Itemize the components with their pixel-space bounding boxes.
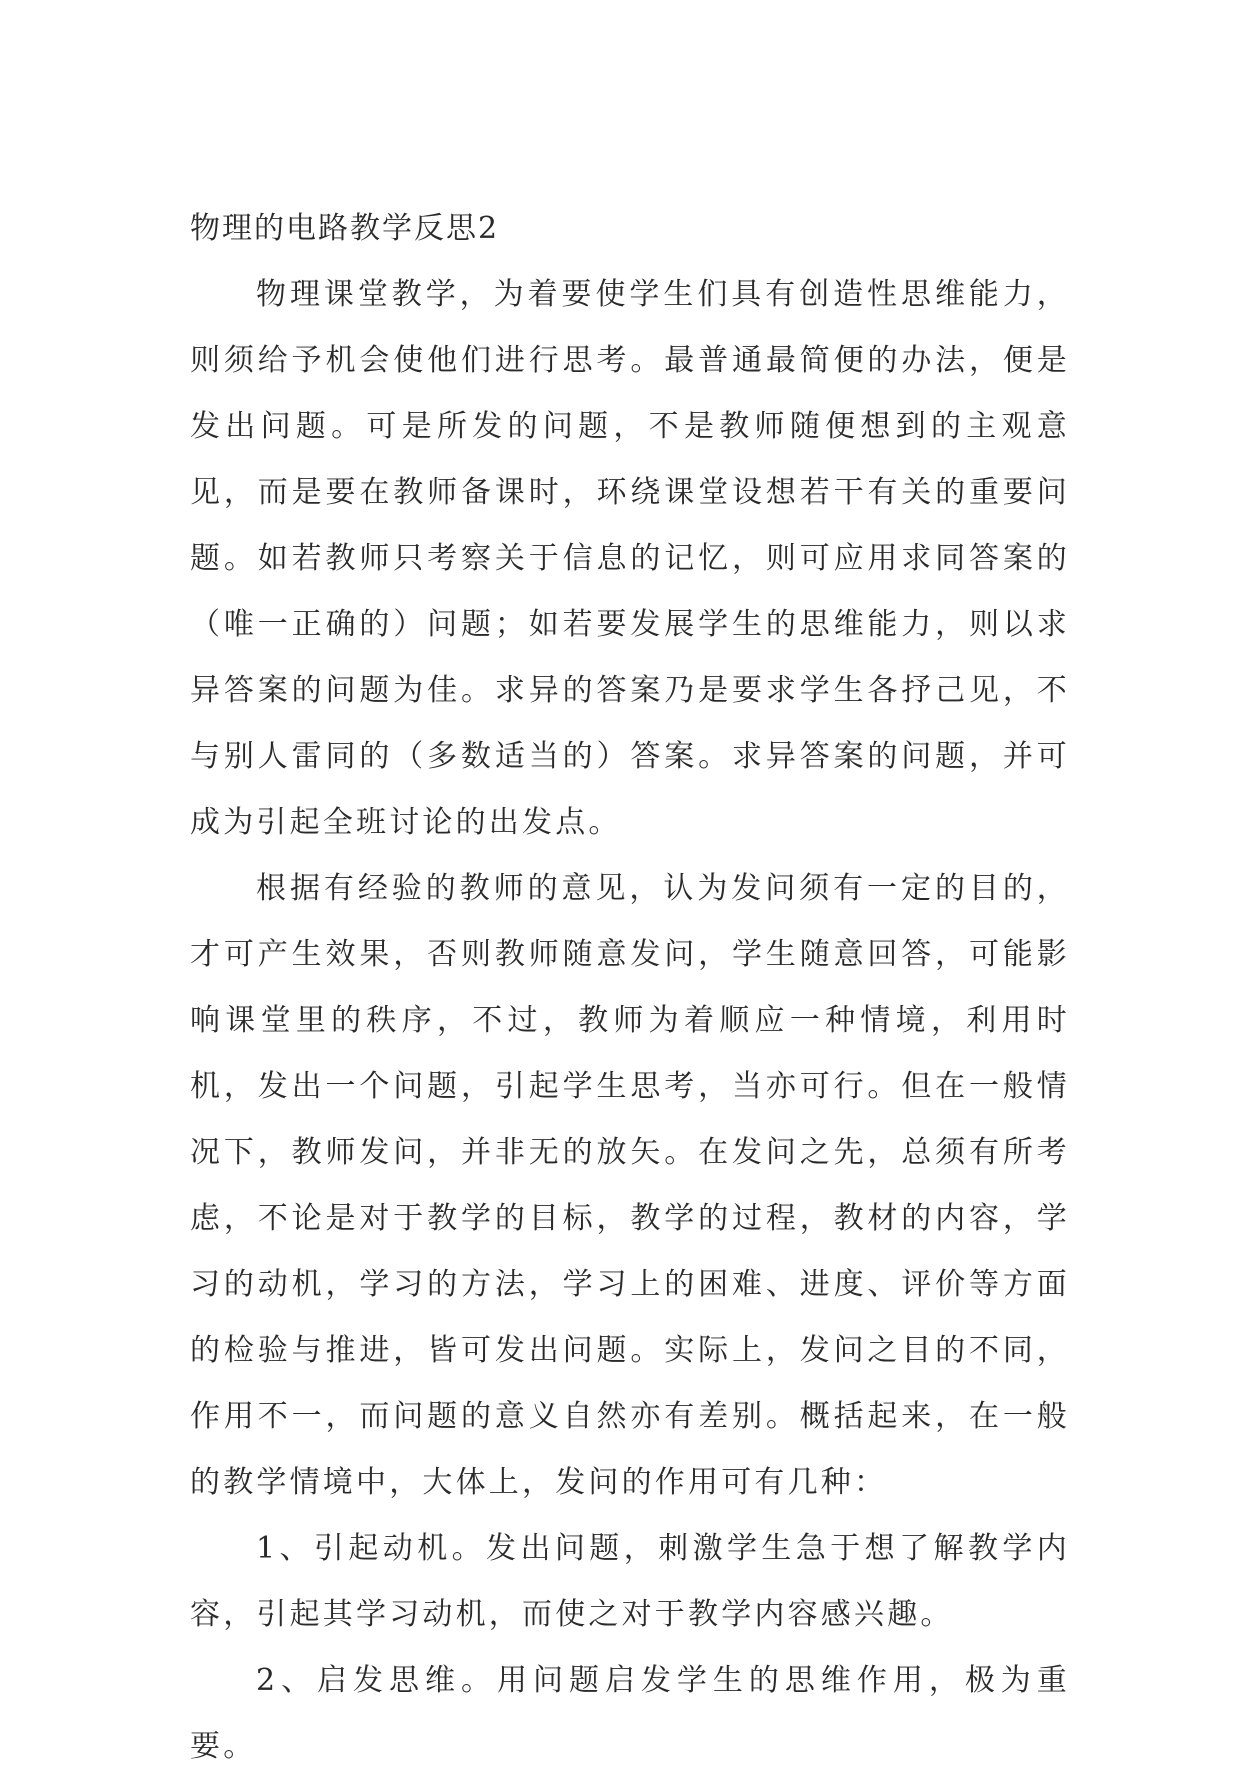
paragraph-item-2: 2、启发思维。用问题启发学生的思维作用，极为重要。 <box>190 1663 1070 1764</box>
document-body <box>190 196 1070 1780</box>
document-title: 物理的电路教学反思2 <box>190 211 500 246</box>
paragraph-purpose: 根据有经验的教师的意见，认为发问须有一定的目的，才可产生效果，否则教师随意发问，学生随意回答，可能影响课堂里的秩序，不过，教师为着顺应一种情境，利用时机，发出一个问题，引起学生思考，当亦可行。但在一般情况下，教师发问，并非无的放矢。在发问之先，总须有所考虑，不论是对于教学的目标，教学的过程，教材的内容，学习的动机，学习的方法，学习上的困难、进度、评价等方面的检验与推进，皆可发出问题。实际上，发问之目的不同，作用不一，而问题的意义自然亦有差别。概括起来，在一般的教学情境中，大体上，发问的作用可有几种： <box>190 871 1070 1500</box>
paragraph-intro: 物理课堂教学，为着要使学生们具有创造性思维能力，则须给予机会使他们进行思考。最普通最简便的办法，便是发出问题。可是所发的问题，不是教师随便想到的主观意见，而是要在教师备课时，环绕课堂设想若干有关的重要问题。如若教师只考察关于信息的记忆，则可应用求同答案的（唯一正确的）问题；如若要发展学生的思维能力，则以求异答案的问题为佳。求异的答案乃是要求学生各抒己见，不与别人雷同的（多数适当的）答案。求异答案的问题，并可成为引起全班讨论的出发点。 <box>190 277 1070 840</box>
paragraph-item-1: 1、引起动机。发出问题，刺激学生急于想了解教学内容，引起其学习动机，而使之对于教学内容感兴趣。 <box>190 1531 1070 1632</box>
